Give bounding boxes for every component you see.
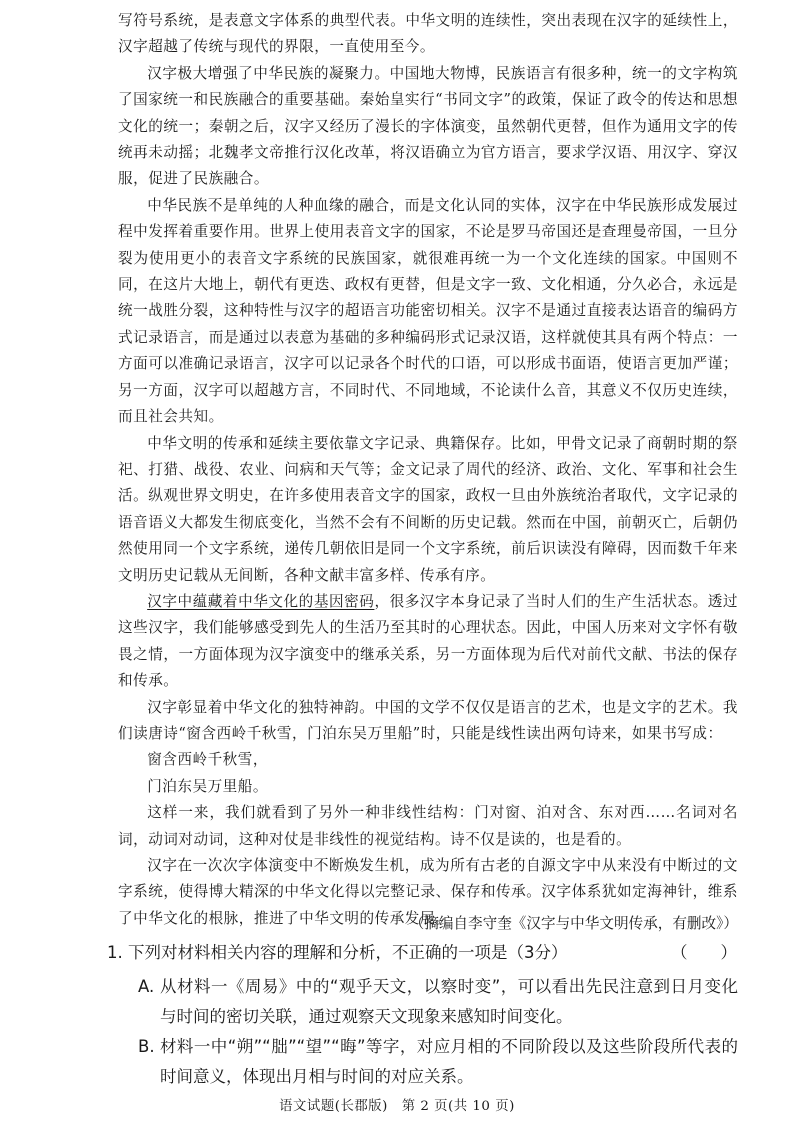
passage-paragraph: 中华民族不是单纯的人种血缘的融合，而是文化认同的实体，汉字在中华民族形成发展过程中发挥着重要作用。世界上使用表音文字的国家，不论是罗马帝国还是查理曼帝国，一旦分裂为使用更小的表音文字系统的民族国家，就很难再统一为一个文化连续的国家。中国则不同，在这片大地上，朝代有更迭、政权有更替，但是文字一致、文化相通，分久必合，永远是统一战胜分裂，这种特性与汉字的超语言功能密切相关。汉字不是通过直接表达语音的编码方式记录语言，而是通过以表意为基础的多种编码形式记录汉语，这样就使其具有两个特点：一方面可以准确记录语言，汉字可以记录各个时代的口语，可以形成书面语，使语言更加严谨；另一方面，汉字可以超越方言，不同时代、不同地域，不论读什么音，其意义不仅历史连续，而且社会共知。 <box>118 196 738 426</box>
question-stem <box>107 938 747 968</box>
question-text: 1. 下列对材料相关内容的理解和分析，不正确的一项是（3分） <box>107 943 568 962</box>
passage-text <box>118 8 738 932</box>
passage-paragraph: 写符号系统，是表意文字体系的典型代表。中华文明的连续性，突出表现在汉字的延续性上，汉字超越了传统与现代的界限，一直使用至今。 <box>118 12 738 56</box>
option-text: 材料一中“朔”“朏”“望”“晦”等字，对应月相的不同阶段以及这些阶段所代表的时间意义，体现出月相与时间的对应关系。 <box>160 1037 738 1086</box>
option-label: A. <box>138 977 155 996</box>
option-text: 从材料一《周易》中的“观乎天文，以察时变”，可以看出先民注意到日月变化与时间的密切关联，通过观察天文现象来感知时间变化。 <box>160 977 738 1026</box>
poem-line: 门泊东吴万里船。 <box>147 777 268 795</box>
page-footer: 语文试题(长郡版) 第 2 页(共 10 页) <box>279 1099 515 1114</box>
option-label: B. <box>138 1037 155 1056</box>
passage-paragraph <box>118 589 738 695</box>
source-citation: （摘编自李守奎《汉字与中华文明传承，有删改》） <box>409 915 738 932</box>
answer-bracket[interactable]: （ ） <box>671 943 737 962</box>
passage-paragraph: 这样一来，我们就看到了另外一种非线性结构：门对窗、泊对含、东对西……名词对名词，动词对动词，这种对仗是非线性的视觉结构。诗不仅是读的，也是看的。 <box>118 804 738 848</box>
passage-paragraph: 汉字在一次次字体演变中不断焕发生机，成为所有古老的自源文字中从来没有中断过的文字系统，使得博大精深的中华文化得以完整记录、保存和传承。汉字体系犹如定海神针，维系了中华文化的根脉，推进了中华文明的传承发展。 <box>118 857 738 927</box>
option-b[interactable] <box>138 1032 738 1092</box>
poem-line: 窗含西岭千秋雪， <box>147 751 268 769</box>
passage-text-span: ，很多汉字本身记录了当时人们的生产生活状态。透过这些汉字，我们能够感受到先人的生活乃至其时的心理状态。因此，中国人历来对文字怀有敬畏之情，一方面体现为汉字演变中的继承关系，另一方面体现为后代对前代文献、书法的保存和传承。 <box>118 592 738 690</box>
option-a[interactable] <box>138 972 738 1032</box>
underlined-sentence: 汉字中蕴藏着中华文化的基因密码 <box>147 592 375 610</box>
passage-paragraph: 汉字极大增强了中华民族的凝聚力。中国地大物博，民族语言有很多种，统一的文字构筑了国家统一和民族融合的重要基础。秦始皇实行“书同文字”的政策，保证了政令的传达和思想文化的统一；秦朝之后，汉字又经历了漫长的字体演变，虽然朝代更替，但作为通用文字的传统再未动摇；北魏孝文帝推行汉化改革，将汉语确立为官方语言，要求学汉语、用汉字、穿汉服，促进了民族融合。 <box>118 64 738 188</box>
passage-paragraph: 汉字彰显着中华文化的独特神韵。中国的文学不仅仅是语言的艺术，也是文字的艺术。我们读唐诗“窗含西岭千秋雪，门泊东吴万里船”时，只能是线性读出两句诗来，如果书写成： <box>118 698 738 742</box>
passage-paragraph: 中华文明的传承和延续主要依靠文字记录、典籍保存。比如，甲骨文记录了商朝时期的祭祀、打猎、战役、农业、问病和天气等；金文记录了周代的经济、政治、文化、军事和社会生活。纵观世界文明史，在许多使用表音文字的国家，政权一旦由外族统治者取代，文字记录的语音语义大都发生彻底变化，当然不会有不间断的历史记载。然而在中国，前朝灭亡，后朝仍然使用同一个文字系统，递传几朝依旧是同一个文字系统，前后识读没有障碍，因而数千年来文明历史记载从无间断，各种文献丰富多样、传承有序。 <box>118 434 738 584</box>
